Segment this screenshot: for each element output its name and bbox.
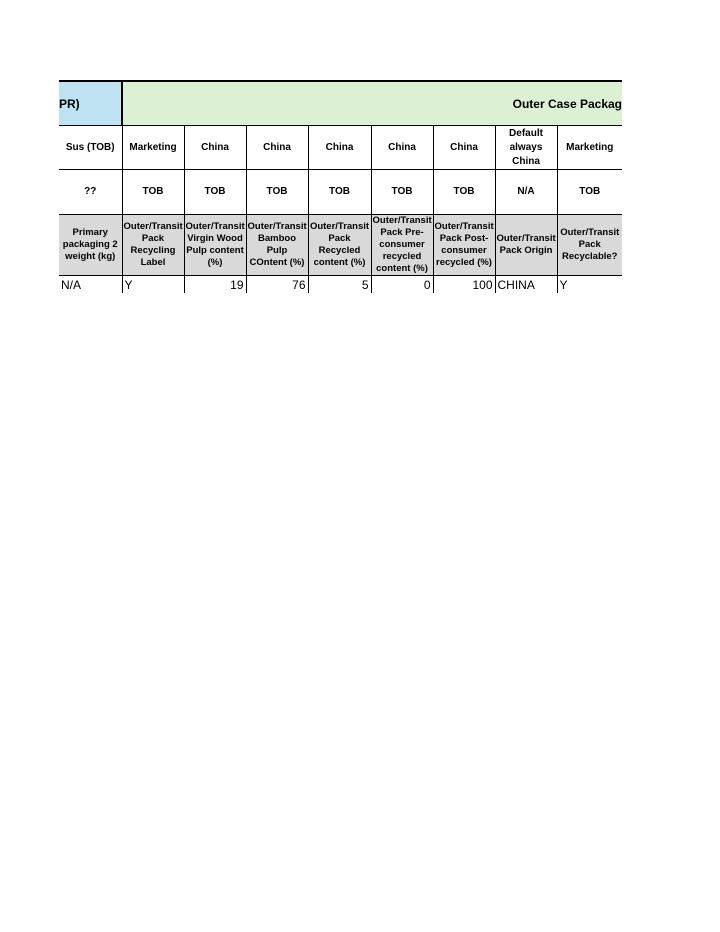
value-cell[interactable]: CHINA bbox=[495, 276, 557, 294]
owner-cell[interactable]: Sus (TOB) bbox=[59, 126, 122, 170]
value-cell[interactable]: Y bbox=[122, 276, 184, 294]
column-header-pack-origin[interactable]: Outer/Transit Pack Origin bbox=[495, 215, 557, 276]
value-cell[interactable]: 76 bbox=[246, 276, 308, 294]
source-cell[interactable]: TOB bbox=[371, 170, 433, 215]
spreadsheet-view bbox=[59, 80, 622, 296]
source-cell[interactable]: N/A bbox=[495, 170, 557, 215]
owner-row bbox=[59, 126, 622, 170]
column-header-recycled-content[interactable]: Outer/Transit Pack Recycled content (%) bbox=[308, 215, 371, 276]
owner-cell[interactable]: China bbox=[246, 126, 308, 170]
source-cell[interactable]: ?? bbox=[59, 170, 122, 215]
section-title-row bbox=[59, 81, 622, 126]
source-cell[interactable]: TOB bbox=[184, 170, 246, 215]
source-row bbox=[59, 170, 622, 215]
source-cell[interactable]: TOB bbox=[557, 170, 622, 215]
column-header-primary-packaging-weight[interactable]: Primary packaging 2 weight (kg) bbox=[59, 215, 122, 276]
owner-cell[interactable]: China bbox=[308, 126, 371, 170]
owner-cell[interactable]: China bbox=[184, 126, 246, 170]
section-title-left[interactable]: PR) bbox=[59, 81, 122, 126]
source-cell[interactable]: TOB bbox=[308, 170, 371, 215]
owner-cell[interactable]: China bbox=[433, 126, 495, 170]
packaging-data-table bbox=[59, 80, 622, 293]
source-cell[interactable]: TOB bbox=[433, 170, 495, 215]
owner-cell[interactable]: Marketing bbox=[557, 126, 622, 170]
source-cell[interactable]: TOB bbox=[122, 170, 184, 215]
value-cell[interactable]: 0 bbox=[371, 276, 433, 294]
column-header-recycling-label[interactable]: Outer/Transit Pack Recycling Label bbox=[122, 215, 184, 276]
source-cell[interactable]: TOB bbox=[246, 170, 308, 215]
owner-cell[interactable]: Default always China bbox=[495, 126, 557, 170]
value-cell[interactable]: 5 bbox=[308, 276, 371, 294]
value-cell[interactable]: 100 bbox=[433, 276, 495, 294]
column-header-row bbox=[59, 215, 622, 276]
owner-cell[interactable]: China bbox=[371, 126, 433, 170]
column-header-post-consumer-recycled[interactable]: Outer/Transit Pack Post-consumer recycled (%) bbox=[433, 215, 495, 276]
table-row bbox=[59, 276, 622, 294]
section-title-outer-case-packaging[interactable]: Outer Case Packag bbox=[122, 81, 622, 126]
column-header-recyclable[interactable]: Outer/Transit Pack Recyclable? bbox=[557, 215, 622, 276]
value-cell[interactable]: 19 bbox=[184, 276, 246, 294]
value-cell[interactable]: Y bbox=[557, 276, 622, 294]
column-header-virgin-wood-pulp[interactable]: Outer/Transit Virgin Wood Pulp content (%) bbox=[184, 215, 246, 276]
value-cell[interactable]: N/A bbox=[59, 276, 122, 294]
owner-cell[interactable]: Marketing bbox=[122, 126, 184, 170]
column-header-pre-consumer-recycled[interactable]: Outer/Transit Pack Pre-consumer recycled content (%) bbox=[372, 215, 432, 274]
column-header-bamboo-pulp[interactable]: Outer/Transit Bamboo Pulp COntent (%) bbox=[246, 215, 308, 276]
